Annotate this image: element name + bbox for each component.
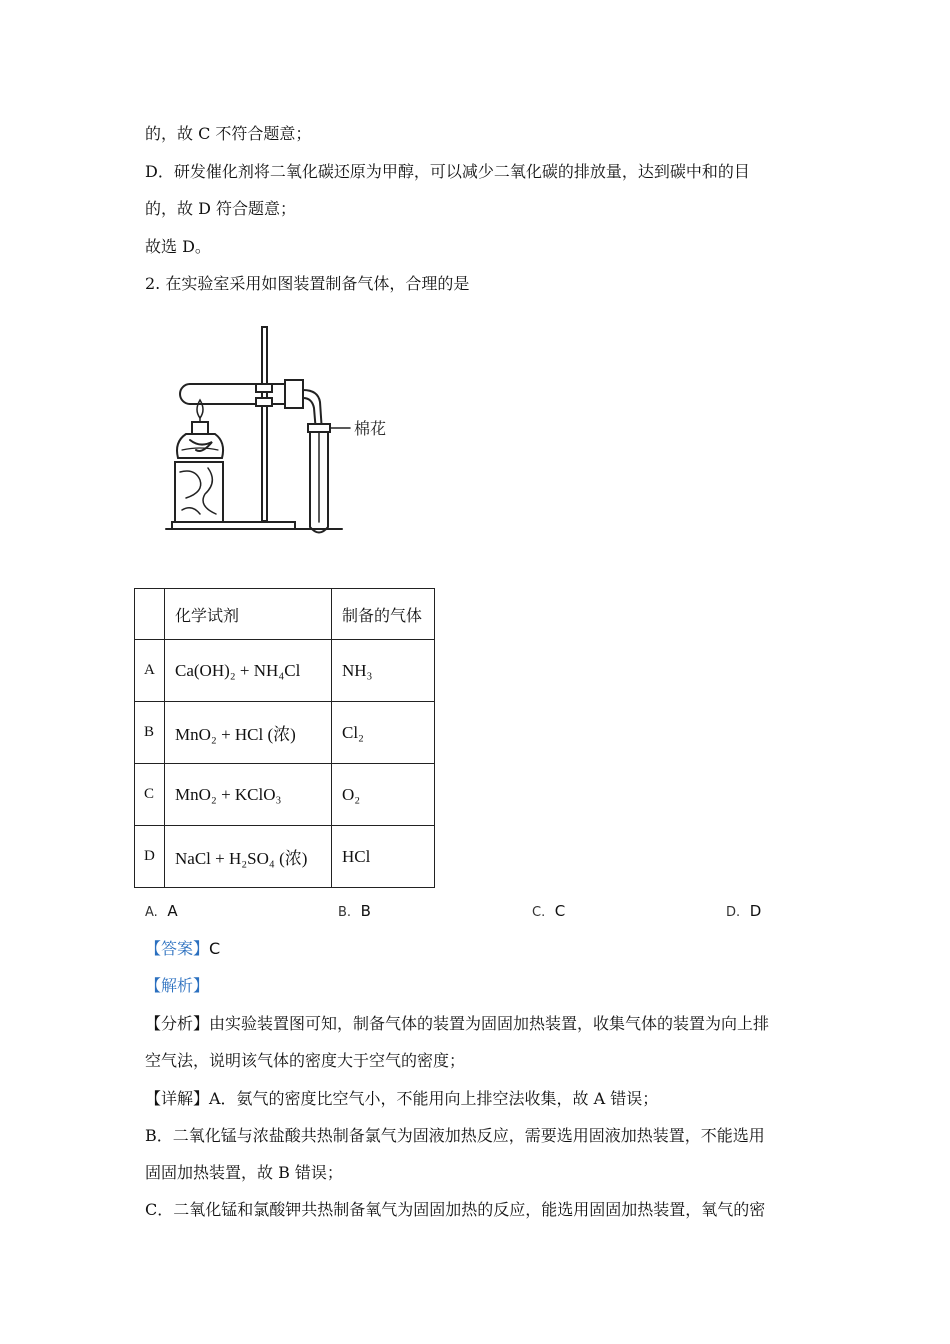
text-line: 空气法，说明该气体的密度大于空气的密度； [145, 1051, 466, 1070]
header-cell-gas: 制备的气体 [332, 589, 435, 640]
text-line: 【详解】A．氨气的密度比空气小，不能用向上排空法收集，故 A 错误； [145, 1089, 659, 1108]
answer-line [145, 939, 220, 959]
header-cell-empty [135, 589, 165, 640]
lab-apparatus-figure [160, 322, 400, 540]
analysis-tag: 【解析】 [145, 976, 210, 995]
option-c: C. C [532, 902, 566, 920]
row-gas: HCl [332, 826, 435, 888]
text-line: 的，故 C 不符合题意； [145, 124, 312, 143]
row-gas: NH₃ [332, 640, 435, 702]
row-gas: Cl₂ [332, 702, 435, 764]
row-reagent: MnO₂ + HCl (浓) [165, 702, 332, 764]
question-2-stem: 2. 在实验室采用如图装置制备气体，合理的是 [145, 274, 470, 293]
text-line: 固固加热装置，故 B 错误； [145, 1163, 343, 1182]
option-d: D. D [726, 902, 762, 920]
option-a: A. A [145, 902, 178, 920]
text-line: B．二氧化锰与浓盐酸共热制备氯气为固液加热反应，需要选用固液加热装置，不能选用 [145, 1126, 765, 1145]
table-row [135, 764, 435, 826]
reagent-table [134, 588, 435, 888]
text-line: C．二氧化锰和氯酸钾共热制备氧气为固固加热的反应，能选用固固加热装置，氧气的密 [145, 1200, 766, 1219]
table-row [135, 702, 435, 764]
header-cell-reagent: 化学试剂 [165, 589, 332, 640]
option-b: B. B [338, 902, 371, 920]
table-row [135, 826, 435, 888]
row-reagent: MnO₂ + KClO₃ [165, 764, 332, 826]
figure-label-cotton: 棉花 [354, 419, 387, 438]
text-line: 故选 D。 [145, 237, 211, 256]
text-line: 的，故 D 符合题意； [145, 199, 297, 218]
answer-value: C [209, 939, 221, 958]
row-reagent: NaCl + H₂SO₄ (浓) [165, 826, 332, 888]
row-reagent: Ca(OH)₂ + NH₄Cl [165, 640, 332, 702]
row-gas: O₂ [332, 764, 435, 826]
row-letter: B [135, 702, 165, 764]
row-letter: C [135, 764, 165, 826]
table-header-row [135, 589, 435, 640]
text-line: D．研发催化剂将二氧化碳还原为甲醇，可以减少二氧化碳的排放量，达到碳中和的目 [145, 162, 750, 181]
row-letter: A [135, 640, 165, 702]
answer-tag: 【答案】 [145, 939, 210, 958]
table-row [135, 640, 435, 702]
row-letter: D [135, 826, 165, 888]
text-line: 【分析】由实验装置图可知，制备气体的装置为固固加热装置，收集气体的装置为向上排 [145, 1014, 770, 1033]
